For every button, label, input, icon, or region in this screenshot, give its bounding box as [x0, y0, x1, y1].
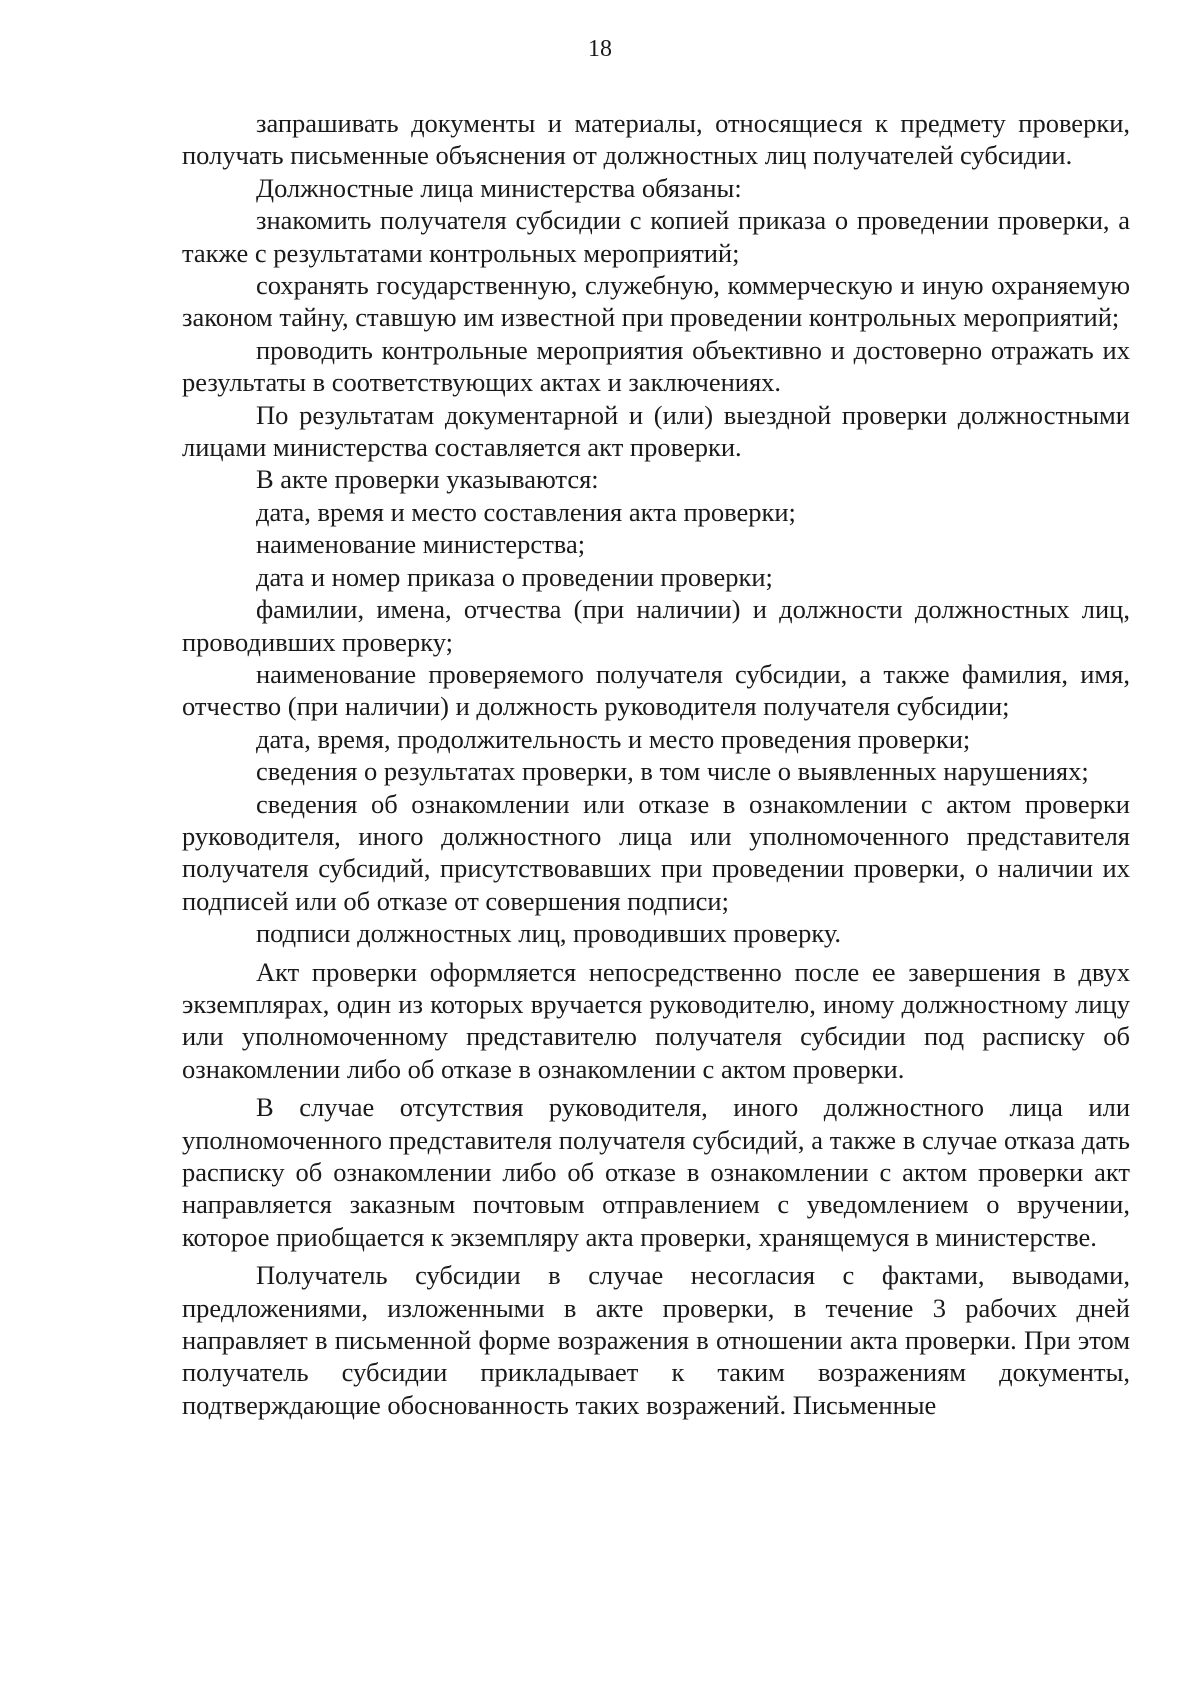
paragraph: наименование проверяемого получателя субсидии, а также фамилия, имя, отчество (при наличии) и должность руководителя получателя субсидии; — [182, 658, 1130, 722]
paragraph: сведения о результатах проверки, в том числе о выявленных нарушениях; — [256, 756, 1089, 787]
paragraph: сведения об ознакомлении или отказе в ознакомлении с актом проверки руководителя, иного должностного лица или уполномоченного представителя получателя субсидий, присутствовавших при проведении проверки, о наличии их подписей или об отказе от совершения подписи; — [182, 788, 1130, 916]
paragraph: дата и номер приказа о проведении проверки; — [256, 561, 773, 592]
body-text — [182, 107, 1130, 1421]
paragraph: В случае отсутствия руководителя, иного должностного лица или уполномоченного представителя получателя субсидий, а также в случае отказа дать расписку об ознакомлении либо об отказе в ознакомлении с актом проверки акт направляется заказным почтовым отправлением с уведомлением о вручении, которое приобщается к экземпляру акта проверки, хранящемуся в министерстве. — [182, 1092, 1130, 1252]
paragraph: Получатель субсидии в случае несогласия с фактами, выводами, предложениями, изложенными в акте проверки, в течение 3 рабочих дней направляет в письменной форме возражения в отношении акта проверки. При этом получатель субсидии прикладывает к таким возражениям документы, подтверждающие обоснованность таких возражений. Письменные — [182, 1260, 1130, 1420]
paragraph: знакомить получателя субсидии с копией приказа о проведении проверки, а также с результатами контрольных мероприятий; — [182, 205, 1130, 268]
paragraph: запрашивать документы и материалы, относящиеся к предмету проверки, получать письменные объяснения от должностных лиц получателей субсидии. — [182, 108, 1130, 171]
paragraph: проводить контрольные мероприятия объективно и достоверно отражать их результаты в соответствующих актах и заключениях. — [182, 334, 1130, 398]
paragraph: В акте проверки указываются: — [256, 464, 599, 495]
paragraph: наименование министерства; — [256, 529, 586, 560]
paragraph: фамилии, имена, отчества (при наличии) и должности должностных лиц, проводивших проверку; — [182, 594, 1130, 657]
page-number: 18 — [588, 36, 612, 62]
paragraph: дата, время и место составления акта проверки; — [256, 496, 796, 527]
paragraph: Акт проверки оформляется непосредственно после ее завершения в двух экземплярах, один из которых вручается руководителю, иному должностному лицу или уполномоченному представителю получателя субсидии под расписку об ознакомлении либо об отказе в ознакомлении с актом проверки. — [182, 956, 1130, 1084]
paragraph: дата, время, продолжительность и место проведения проверки; — [256, 723, 971, 754]
paragraph: По результатам документарной и (или) выездной проверки должностными лицами министерства составляется акт проверки. — [182, 399, 1130, 463]
paragraph: сохранять государственную, служебную, коммерческую и иную охраняемую законом тайну, ставшую им известной при проведении контрольных мероприятий; — [182, 270, 1130, 333]
paragraph: подписи должностных лиц, проводивших проверку. — [256, 918, 842, 949]
paragraph: Должностные лица министерства обязаны: — [256, 172, 742, 203]
